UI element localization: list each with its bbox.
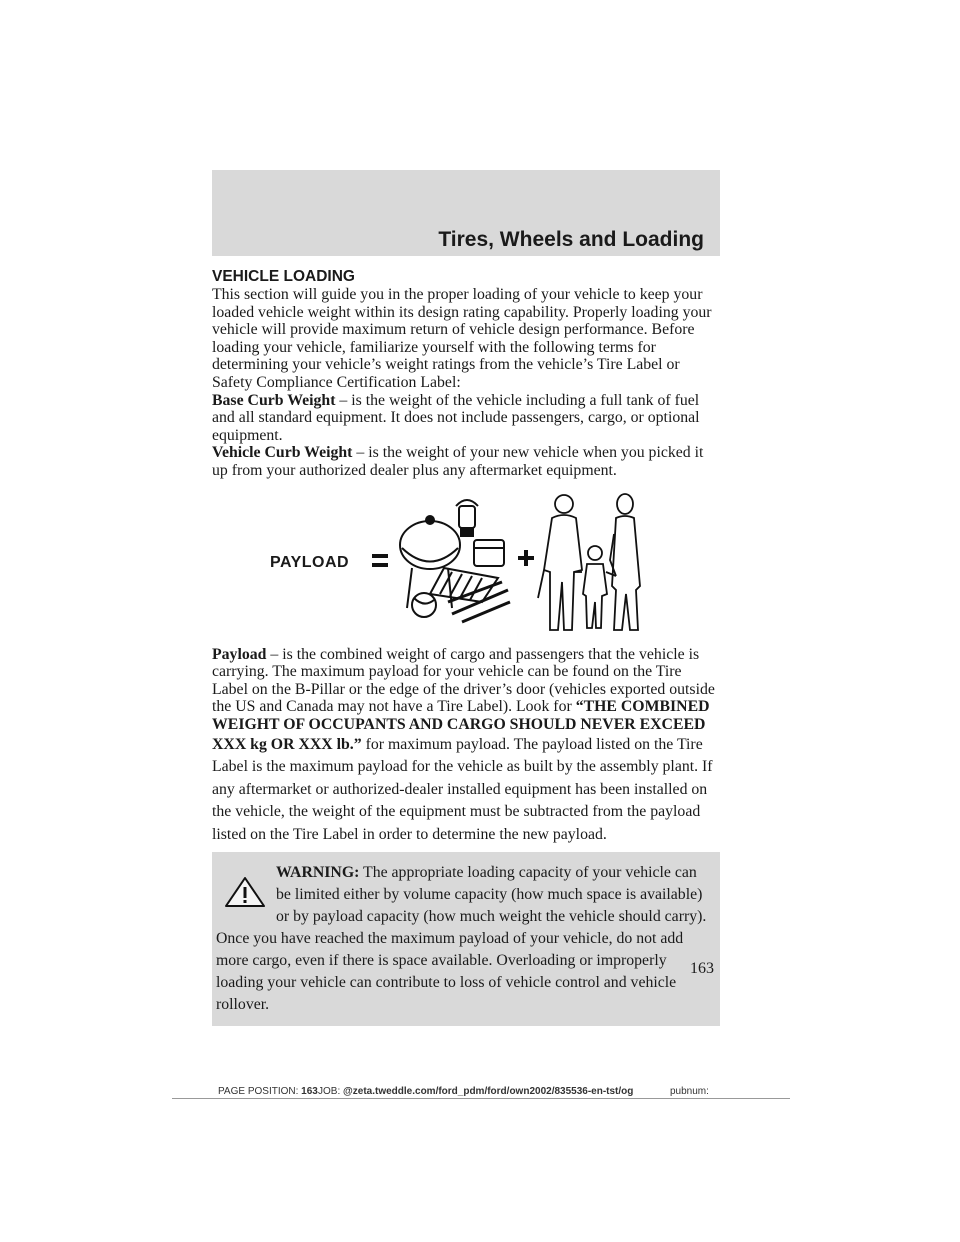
print-footer [218,1086,778,1097]
footer-divider [172,1098,790,1099]
payload-label-quote: “THE COMBINED WEIGHT OF OCCUPANTS AND CARGO SHOULD NEVER EXCEED XXX kg OR XXX lb.” [212,698,710,753]
payload-diagram [212,490,720,640]
payload-paragraph: Payload – is the combined weight of cargo and passengers that the vehicle is carrying. The maximum payload for your vehicle can be found on the Tire Label on the B-Pillar or the edge of the driver’s door (vehicles exported outside the US and Canada may not have a Tire Label). Look for “THE COMBINED WEIGHT OF OCCUPANTS AND CARGO SHOULD NEVER EXCEED XXX kg OR XXX lb.” for maximum payload. The payload listed on the Tire Label is the maximum payload for the vehicle as built by the assembly plant. If any aftermarket or authorized-dealer installed equipment has been installed on the vehicle, the weight of the equipment must be subtracted from the payload listed on the Tire Label in order to determine the new payload. [212,645,715,843]
plus-sign-icon [518,550,534,566]
main-content [212,267,720,1026]
page-position: PAGE POSITION: 163 [218,1086,318,1097]
payload-label: PAYLOAD [270,553,350,571]
intro-paragraph: This section will guide you in the proper loading of your vehicle to keep your loaded vehicle weight within its design rating capability. Properly loading your vehicle will provide maximum return of vehicle design performance. Before loading your vehicle, familiarize yourself with the following terms for determining your vehicle’s weight ratings from the vehicle’s Tire Label or Safety Compliance Certification Label: [212,286,712,391]
warning-box [212,852,720,1026]
job-path: JOB: @zeta.tweddle.com/ford_pdm/ford/own2002/835536-en-tst/og [318,1086,634,1097]
payload-illustration [212,490,720,640]
warning-label: WARNING: [276,864,360,881]
page-title: Tires, Wheels and Loading [438,228,704,251]
base-curb-weight-paragraph: Base Curb Weight – is the weight of the vehicle including a full tank of fuel and all standard equipment. It does not include passengers, cargo, or optional equipment. [212,391,700,444]
vehicle-curb-term: Vehicle Curb Weight [212,444,353,462]
cargo-icon [400,500,510,622]
warning-text: WARNING: The appropriate loading capacity of your vehicle can be limited either by volume capacity (how much space is available) or by payload capacity (how much weight the vehicle should carry). Once you have reached the maximum payload of your vehicle, do not add more cargo, even if there is space available. Overloading or improperly loading your vehicle can contribute to loss of vehicle control and vehicle rollover. [216,864,707,1013]
passengers-icon [538,494,640,630]
header-band [212,170,720,256]
equals-sign-icon [372,554,388,567]
vehicle-curb-weight-paragraph: Vehicle Curb Weight – is the weight of your new vehicle when you picked it up from your authorized dealer plus any aftermarket equipment. [212,444,704,479]
page-number: 163 [690,960,714,977]
warning-triangle-icon [224,876,266,908]
section-heading: VEHICLE LOADING [212,268,355,285]
payload-term: Payload [212,645,267,663]
base-curb-term: Base Curb Weight [212,391,336,409]
pubnum: pubnum: [670,1086,709,1097]
